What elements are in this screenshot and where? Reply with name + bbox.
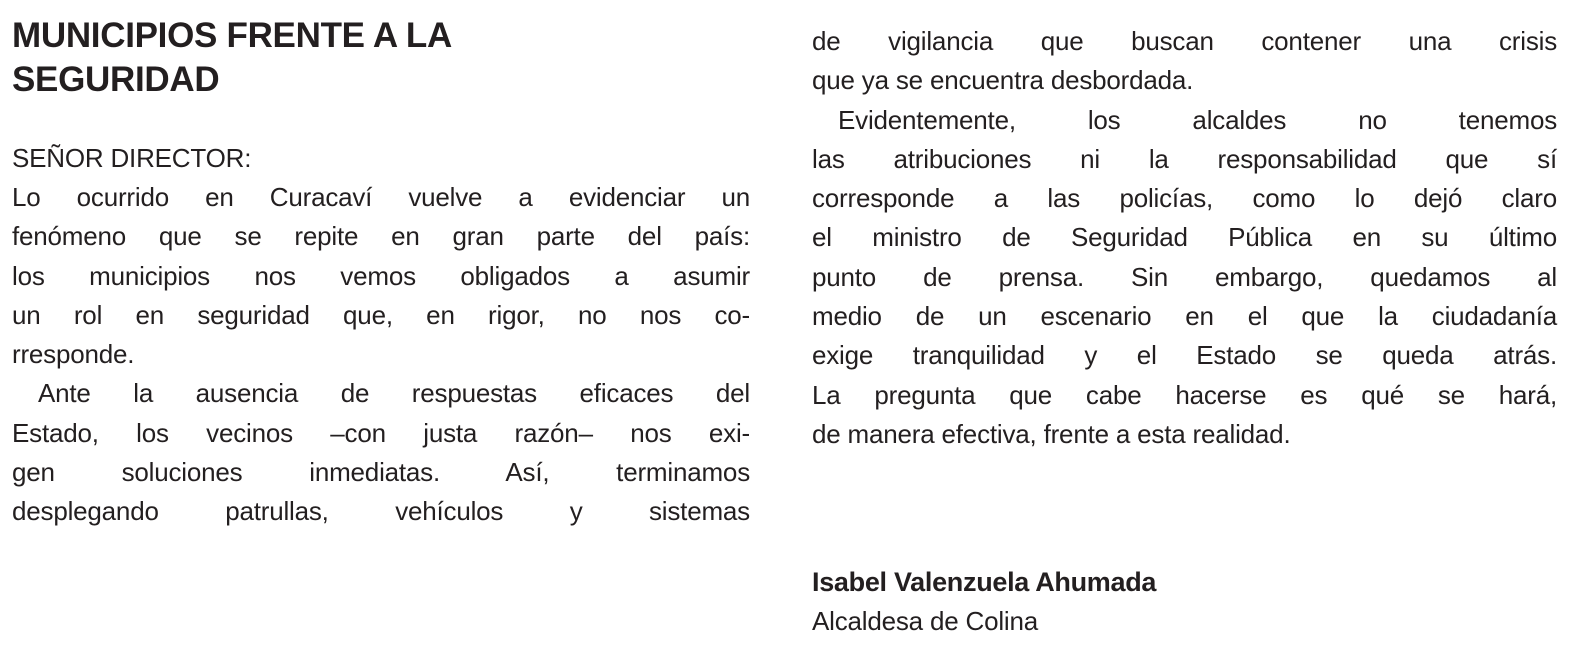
salutation: SEÑOR DIRECTOR: (12, 143, 252, 173)
text-line: exige tranquilidad y el Estado se queda atrás. (812, 340, 1557, 371)
signature-name: Isabel Valenzuela Ahumada (812, 567, 1157, 597)
right-column-body (812, 22, 1557, 454)
text-line: La pregunta que cabe hacerse es qué se hará, (812, 379, 1557, 410)
text-line: un rol en seguridad que, en rigor, no nos co- (12, 299, 750, 330)
paragraph-3 (812, 101, 1557, 455)
headline-line: MUNICIPIOS FRENTE A LA (12, 16, 452, 55)
paragraph-2 (12, 374, 750, 531)
text-line: el ministro de Seguridad Pública en su último (812, 222, 1557, 253)
headline (12, 14, 750, 102)
text-line: Evidentemente, los alcaldes no tenemos (838, 104, 1557, 135)
text-line: punto de prensa. Sin embargo, quedamos al (812, 261, 1557, 292)
text-line: las atribuciones ni la responsabilidad que sí (812, 143, 1557, 174)
headline-line: SEGURIDAD (12, 60, 220, 99)
text-line: corresponde a las policías, como lo dejó claro (812, 183, 1557, 214)
text-line: Ante la ausencia de respuestas eficaces del (38, 378, 750, 409)
paragraph-1 (12, 178, 750, 374)
text-line: medio de un escenario en el que la ciudadanía (812, 301, 1557, 332)
text-line: los municipios nos vemos obligados a asumir (12, 260, 750, 291)
text-line: Lo ocurrido en Curacaví vuelve a evidenciar un (12, 182, 750, 212)
text-line: gen soluciones inmediatas. Así, terminamos (12, 457, 750, 488)
text-line: que ya se encuentra desbordada. (812, 65, 1194, 96)
text-line: de vigilancia que buscan contener una crisis (812, 26, 1557, 56)
signature-role: Alcaldesa de Colina (812, 606, 1039, 636)
text-line: Estado, los vecinos –con justa razón– nos exi- (12, 417, 750, 448)
left-column-body (12, 178, 750, 532)
text-line: desplegando patrullas, vehículos y sistemas (12, 496, 750, 527)
text-line: de manera efectiva, frente a esta realidad. (812, 418, 1291, 449)
signature-block (812, 563, 1557, 641)
paragraph-2-continued (812, 22, 1557, 101)
text-line: rresponde. (12, 339, 135, 370)
text-line: fenómeno que se repite en gran parte del país: (12, 221, 750, 252)
